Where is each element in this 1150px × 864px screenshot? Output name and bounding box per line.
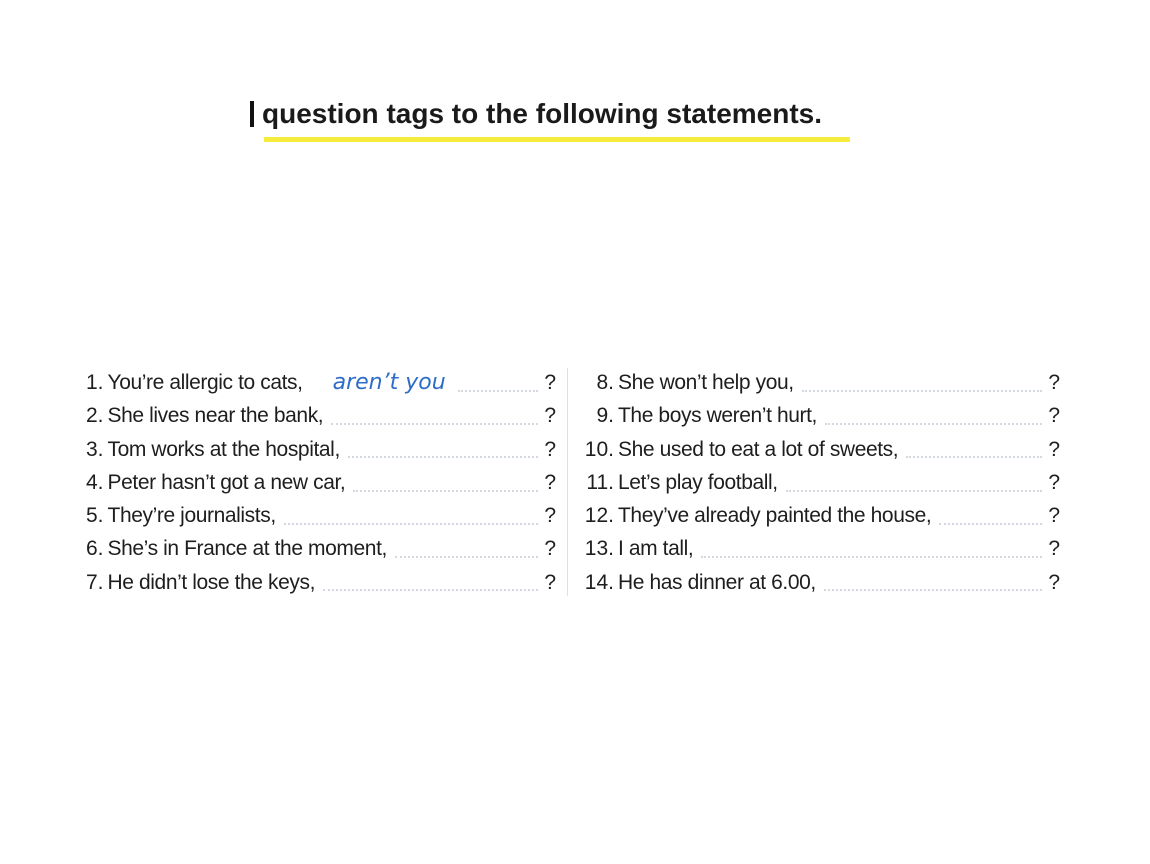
item-number: 8. [596, 371, 614, 394]
answer-blank[interactable] [701, 556, 1042, 558]
item-number: 2. [86, 404, 104, 428]
question-mark: ? [1048, 404, 1060, 428]
item-number: 6. [86, 537, 104, 561]
left-column [86, 366, 556, 599]
answer-blank[interactable] [906, 456, 1042, 458]
exercise-item [578, 366, 1060, 399]
answer-blank[interactable] [395, 556, 538, 558]
exercise-item [86, 499, 556, 532]
question-mark: ? [544, 404, 556, 428]
question-mark: ? [1048, 504, 1060, 528]
item-statement: She lives near the bank, [107, 404, 324, 428]
question-mark: ? [1048, 570, 1060, 594]
item-statement: He has dinner at 6.00, [618, 570, 816, 594]
question-mark: ? [1048, 537, 1060, 561]
question-mark: ? [544, 570, 556, 594]
exercise-item [86, 399, 556, 432]
item-statement: He didn’t lose the keys, [107, 570, 316, 594]
question-mark: ? [1048, 371, 1060, 394]
exercise-item [578, 532, 1060, 565]
question-mark: ? [1048, 437, 1060, 461]
question-mark: ? [544, 470, 556, 494]
item-statement: Peter hasn’t got a new car, [107, 470, 346, 494]
item-statement: They’ve already painted the house, [618, 504, 932, 528]
item-number: 14. [584, 570, 614, 594]
heading-text: question tags to the following statements. [262, 98, 823, 129]
exercise-item [578, 399, 1060, 432]
item-number: 7. [86, 570, 104, 594]
exercise-item [578, 466, 1060, 499]
exercise-item [86, 433, 556, 466]
item-statement: Let’s play football, [618, 470, 778, 494]
answer-blank[interactable] [802, 390, 1042, 392]
exercise-heading [250, 98, 822, 130]
item-statement: She won’t help you, [618, 371, 794, 394]
answer-blank[interactable] [348, 456, 538, 458]
item-statement: The boys weren’t hurt, [618, 404, 817, 428]
item-number: 11. [586, 470, 614, 494]
question-mark: ? [544, 537, 556, 561]
question-mark: ? [544, 504, 556, 528]
item-number: 4. [86, 470, 104, 494]
column-divider [567, 368, 568, 596]
answer-blank[interactable] [323, 589, 538, 591]
item-statement: You’re allergic to cats, [107, 371, 303, 394]
answer-blank[interactable] [824, 589, 1042, 591]
exercise-item [578, 566, 1060, 599]
answer-blank[interactable] [458, 390, 538, 392]
item-number: 5. [86, 504, 104, 528]
item-number: 9. [596, 404, 614, 428]
item-statement: They’re journalists, [107, 504, 276, 528]
question-mark: ? [1048, 470, 1060, 494]
item-statement: She’s in France at the moment, [107, 537, 387, 561]
exercise-item [86, 532, 556, 565]
item-statement: She used to eat a lot of sweets, [618, 437, 899, 461]
answer-blank[interactable] [331, 423, 538, 425]
example-answer: aren’t you [332, 370, 446, 395]
right-column [578, 366, 1060, 599]
item-statement: Tom works at the hospital, [107, 437, 340, 461]
exercise-item [578, 433, 1060, 466]
exercise-item [86, 366, 556, 399]
answer-blank[interactable] [939, 523, 1042, 525]
question-mark: ? [544, 437, 556, 461]
answer-blank[interactable] [825, 423, 1042, 425]
question-mark: ? [544, 371, 556, 394]
item-number: 10. [584, 437, 614, 461]
exercise-item [86, 466, 556, 499]
item-number: 12. [584, 504, 614, 528]
exercise-item [86, 566, 556, 599]
answer-blank[interactable] [284, 523, 538, 525]
exercise-item [578, 499, 1060, 532]
heading-highlight-underline [264, 137, 850, 142]
item-number: 3. [86, 437, 104, 461]
answer-blank[interactable] [786, 490, 1042, 492]
item-number: 1. [86, 371, 104, 394]
item-number: 13. [584, 537, 614, 561]
cropped-glyph-mark [250, 101, 260, 127]
answer-blank[interactable] [353, 490, 538, 492]
item-statement: I am tall, [618, 537, 694, 561]
